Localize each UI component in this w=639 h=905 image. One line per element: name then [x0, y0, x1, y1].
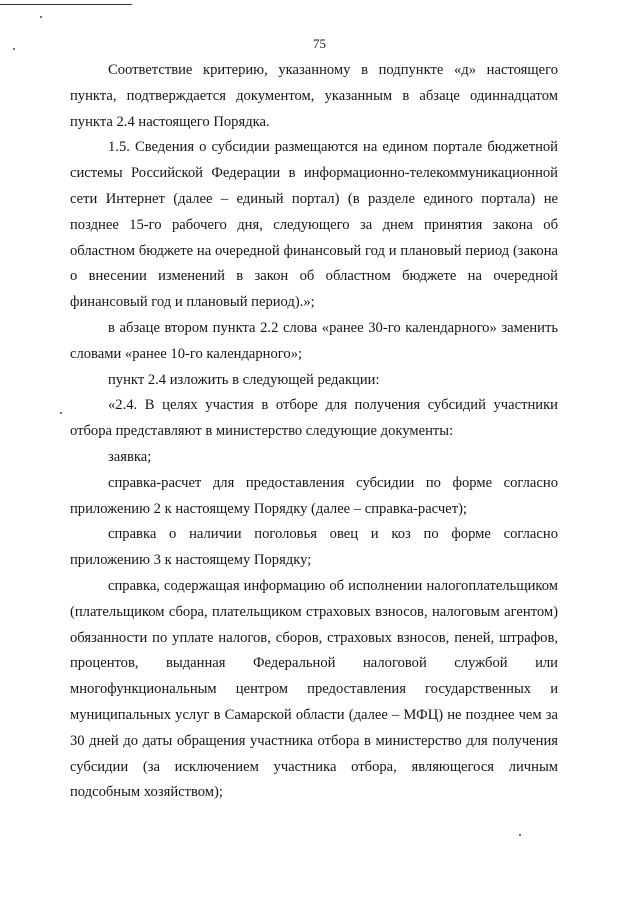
- paragraph: Соответствие критерию, указанному в подпункте «д» настоящего пункта, подтверждается документом, указанным в абзаце одиннадцатом пункта 2.4 настоящего Порядка.: [70, 62, 558, 130]
- scan-speck: [519, 834, 521, 836]
- scan-speck: [40, 16, 42, 18]
- scan-top-rule: [0, 4, 132, 5]
- paragraph: справка, содержащая информацию об исполнении налогоплательщиком (плательщиком сбора, плательщиком страховых взносов, налоговым агентом) обязанности по уплате налогов, сборов, страховых взносов, пеней, штрафов, процентов, выданная Федеральной налоговой службой или многофункциональным центром предоставления государственных и муниципальных услуг в Самарской области (далее – МФЦ) не позднее чем за 30 дней до даты обращения участника отбора в министерство для получения субсидии (за исключением участника отбора, являющегося личным подсобным хозяйством);: [70, 577, 558, 801]
- paragraph: пункт 2.4 изложить в следующей редакции:: [108, 371, 380, 388]
- paragraph: в абзаце втором пункта 2.2 слова «ранее 30-го календарного» заменить словами «ранее 10-го календарного»;: [70, 319, 558, 362]
- paragraph: 1.5. Сведения о субсидии размещаются на едином портале бюджетной системы Российской Федерации в информационно-телекоммуникационной сети Интернет (далее – единый портал) (в разделе единого портала) не позднее 15-го рабочего дня, следующего за днем принятия закона об областном бюджете на очередной финансовый год и плановый период (закона о внесении изменений в закон об областном бюджете на очередной финансовый год и плановый период).»;: [70, 139, 558, 311]
- paragraph: заявка;: [108, 448, 152, 465]
- paragraph: «2.4. В целях участия в отборе для получения субсидий участники отбора представляют в министерство следующие документы:: [70, 397, 558, 440]
- document-body: [70, 58, 558, 806]
- page-number: 75: [313, 36, 326, 51]
- scan-speck: [60, 412, 62, 414]
- paragraph: справка о наличии поголовья овец и коз по форме согласно приложению 3 к настоящему Порядку;: [70, 526, 558, 569]
- paragraph: справка-расчет для предоставления субсидии по форме согласно приложению 2 к настоящему Порядку (далее – справка-расчет);: [70, 474, 558, 517]
